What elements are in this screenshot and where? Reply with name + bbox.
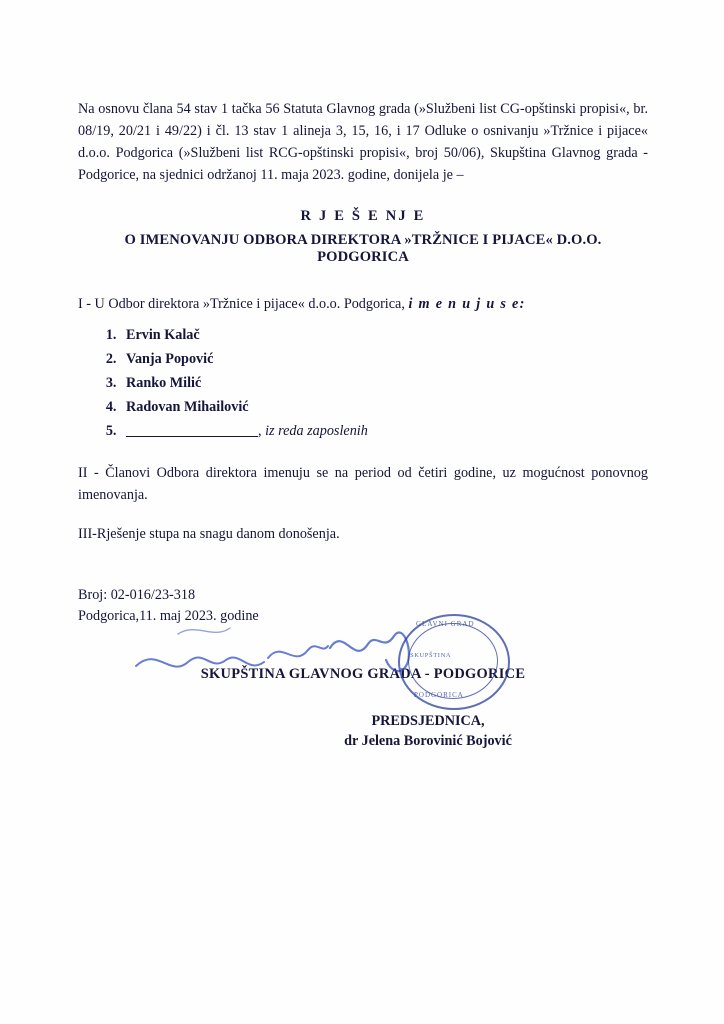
signature-block [78, 711, 648, 752]
stamp-bottom-text: PODGORICA [414, 691, 464, 699]
signature-name: dr Jelena Borovinić Bojović [344, 733, 512, 750]
member-name: Vanja Popović [126, 351, 214, 368]
list-item [120, 399, 648, 416]
member-name: Radovan Mihailović [126, 399, 249, 416]
member-blank-suffix: , iz reda zaposlenih [258, 423, 368, 440]
member-name: Ervin Kalač [126, 327, 200, 344]
signature-role: PREDSJEDNICA, [371, 712, 485, 729]
document-subtitle: O IMENOVANJU ODBORA DIREKTORA »TRŽNICE I PIJACE« D.O.O. PODGORICA [124, 232, 602, 266]
document-title: R J E Š E NJ E [300, 208, 426, 225]
members-list [78, 327, 648, 440]
list-item [120, 423, 648, 440]
blank-signature-line [126, 424, 258, 437]
stamp-middle-text: SKUPŠTINA [410, 652, 452, 659]
list-item [120, 327, 648, 344]
list-item [120, 351, 648, 368]
section-one-emphasis: i m e n u j u s e: [408, 296, 526, 313]
section-three: III-Rješenje stupa na snagu danom donošenja. [78, 526, 340, 543]
member-name: Ranko Milić [126, 375, 202, 392]
stamp-top-text: GLAVNI GRAD [416, 620, 475, 628]
intro-paragraph: Na osnovu člana 54 stav 1 tačka 56 Statuta Glavnog grada (»Službeni list CG-opštinski propisi«, br. 08/19, 20/21 i 49/22) i čl. 13 stav 1 alineja 3, 15, 16, i 17 Odluke o osnivanju »Tržnice i pijace« d.o.o. Podgorica (»Službeni list RCG-opštinski propisi«, broj 50/06), Skupština Glavnog grada - Podgorice, na sjednici održanoj 11. maja 2023. godine, donijela je – [78, 101, 648, 184]
document-meta [78, 585, 648, 628]
section-two: II - Članovi Odbora direktora imenuju se na period od četiri godine, uz mogućnost ponovnog imenovanja. [78, 465, 648, 504]
title-block [78, 208, 648, 266]
section-one-text: I - U Odbor direktora »Tržnice i pijace« d.o.o. Podgorica, [78, 296, 405, 313]
document-place-date: Podgorica,11. maj 2023. godine [78, 608, 259, 625]
document-number: Broj: 02-016/23-318 [78, 587, 196, 604]
assembly-name: SKUPŠTINA GLAVNOG GRADA - PODGORICE [200, 665, 526, 682]
list-item [120, 375, 648, 392]
section-one [78, 296, 648, 313]
document-body [78, 84, 648, 752]
